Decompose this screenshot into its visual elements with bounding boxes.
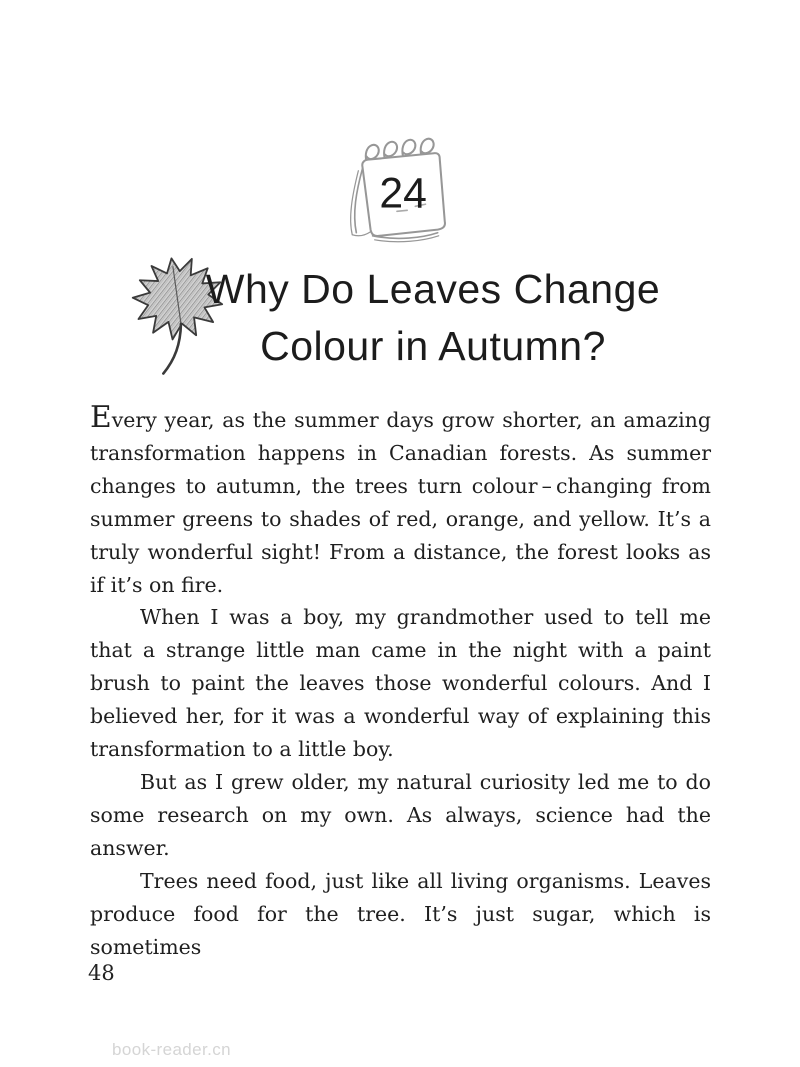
- paragraph-3: But as I grew older, my natural curiosity led me to do some research on my own. As always, science had the answer.: [90, 769, 711, 860]
- paragraph-4: Trees need food, just like all living organisms. Leaves produce food for the tree. It’s just sugar, which is sometimes: [90, 868, 711, 959]
- paragraph-2: When I was a boy, my grandmother used to tell me that a strange little man came in the night with a paint brush to paint the leaves those wonderful colours. And I believed her, for it was a wonderful way of explaining this transformation to a little boy.: [90, 605, 711, 762]
- chapter-number: 24: [379, 169, 427, 218]
- watermark: book-reader.cn: [112, 1040, 232, 1059]
- chapter-badge: [336, 128, 458, 250]
- chapter-title-line-1: Why Do Leaves Change: [205, 266, 661, 312]
- flip-calendar-icon: [336, 128, 458, 250]
- chapter-title: [66, 261, 800, 375]
- body-text: [90, 400, 711, 963]
- chapter-title-line-2: Colour in Autumn?: [260, 323, 606, 369]
- paragraph-1: Every year, as the summer days grow shorter, an amazing transformation happens in Canadian forests. As summer changes to autumn, the trees turn colour – changing from summer greens to shades of red, orange, and yellow. It’s a truly wonderful sight! From a distance, the forest looks as if it’s on fire.: [90, 400, 711, 597]
- page-number: 48: [88, 961, 115, 985]
